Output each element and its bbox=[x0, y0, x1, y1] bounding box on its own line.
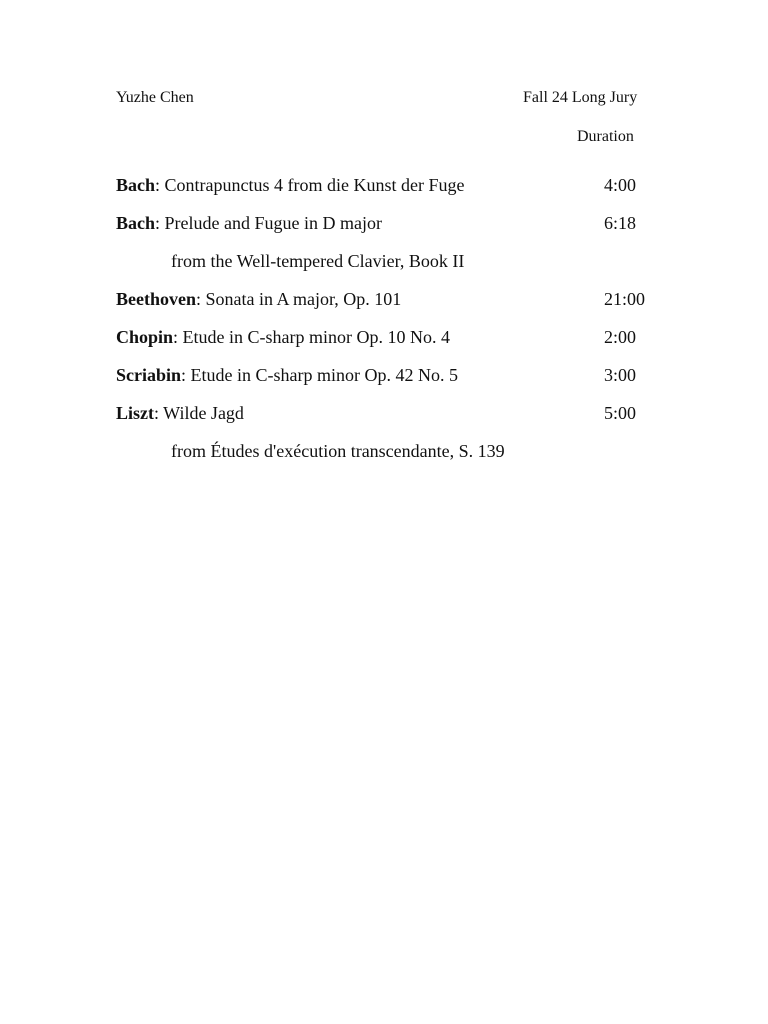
work-title: : Contrapunctus 4 from die Kunst der Fuge bbox=[155, 175, 465, 195]
duration-column-heading: Duration bbox=[577, 128, 634, 145]
composer-name: Bach bbox=[116, 213, 156, 233]
composer-name: Chopin bbox=[116, 327, 174, 347]
piece-duration: 6:18 bbox=[604, 213, 637, 233]
program-list bbox=[116, 172, 656, 476]
work-title: : Etude in C-sharp minor Op. 42 No. 5 bbox=[181, 365, 458, 385]
performer-name: Yuzhe Chen bbox=[116, 89, 194, 106]
piece-duration: 21:00 bbox=[604, 289, 646, 309]
program-item-continuation bbox=[116, 248, 656, 286]
composer-name: Liszt bbox=[116, 403, 154, 423]
program-item bbox=[116, 172, 656, 210]
work-source: from Études d'exécution transcendante, S. 139 bbox=[171, 441, 505, 461]
work-title: : Wilde Jagd bbox=[154, 403, 244, 423]
piece-title bbox=[116, 210, 382, 236]
piece-title bbox=[116, 324, 450, 350]
composer-name: Scriabin bbox=[116, 365, 182, 385]
work-title: : Etude in C-sharp minor Op. 10 No. 4 bbox=[173, 327, 451, 347]
work-source: from the Well-tempered Clavier, Book II bbox=[171, 251, 465, 271]
program-item bbox=[116, 324, 656, 362]
composer-name: Bach bbox=[116, 175, 156, 195]
piece-title bbox=[116, 362, 458, 388]
program-item bbox=[116, 362, 656, 400]
program-item bbox=[116, 210, 656, 248]
work-title: : Prelude and Fugue in D major bbox=[155, 213, 382, 233]
program-item bbox=[116, 286, 656, 324]
composer-name: Beethoven bbox=[116, 289, 196, 309]
piece-duration: 3:00 bbox=[604, 365, 637, 385]
piece-title bbox=[116, 400, 244, 426]
program-item-continuation bbox=[116, 438, 656, 476]
program-item bbox=[116, 400, 656, 438]
work-title: : Sonata in A major, Op. 101 bbox=[196, 289, 402, 309]
piece-duration: 5:00 bbox=[604, 403, 637, 423]
piece-duration: 4:00 bbox=[604, 175, 637, 195]
piece-duration: 2:00 bbox=[604, 327, 637, 347]
piece-title bbox=[116, 172, 464, 198]
piece-title bbox=[116, 286, 401, 312]
event-title: Fall 24 Long Jury bbox=[523, 89, 638, 106]
